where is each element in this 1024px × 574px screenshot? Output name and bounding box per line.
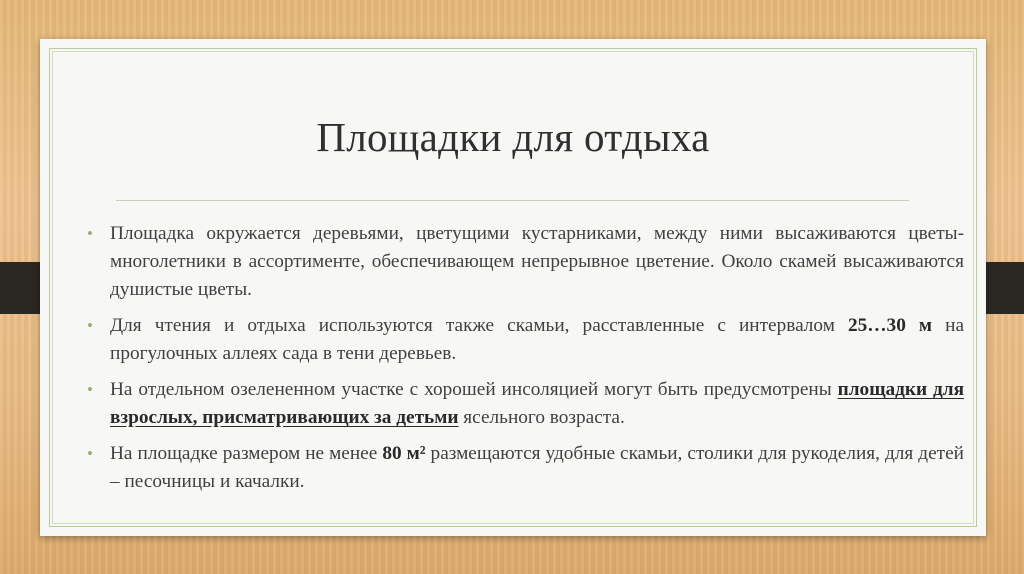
bullet-text-before: На отдельном озелененном участке с хорошей инсоляцией могут быть предусмотрены [110,379,838,400]
bullet-marker: • [87,380,93,399]
bullet-text-after: на прогулочных аллеях сада в тени деревьев. [110,315,964,364]
bullet-list [84,220,964,504]
title-divider [116,200,909,201]
bullet-text-before: Для чтения и отдыха используются также скамьи, расставленные с интервалом [110,315,848,336]
bullet-emphasis: 25…30 м [847,315,933,336]
slide-title: Площадки для отдыха [316,114,710,160]
slide-card [40,39,986,536]
bullet-emphasis: 80 м² [382,443,426,464]
bullet-item [84,376,964,432]
bullet-item [84,220,964,304]
bullet-text: Площадка окружается деревьями, цветущими кустарниками, между ними высаживаются цветы-многолетники в ассортименте, обеспечивающем непрерывное цветение. Около скамей высаживаются душистые цветы. [110,223,964,300]
bullet-item [84,312,964,368]
bullet-marker: • [87,224,93,243]
bullet-emphasis: площадки для взрослых, присматривающих за детьми [110,379,965,428]
bullet-text-after: размещаются удобные скамьи, столики для рукоделия, для детей – песочницы и качалки. [110,443,964,492]
bullet-text-after: ясельного возраста. [458,407,625,428]
bullet-item [84,440,964,496]
bullet-marker: • [87,444,93,463]
bullet-text-before: На площадке размером не менее [110,443,383,464]
bullet-marker: • [87,316,93,335]
